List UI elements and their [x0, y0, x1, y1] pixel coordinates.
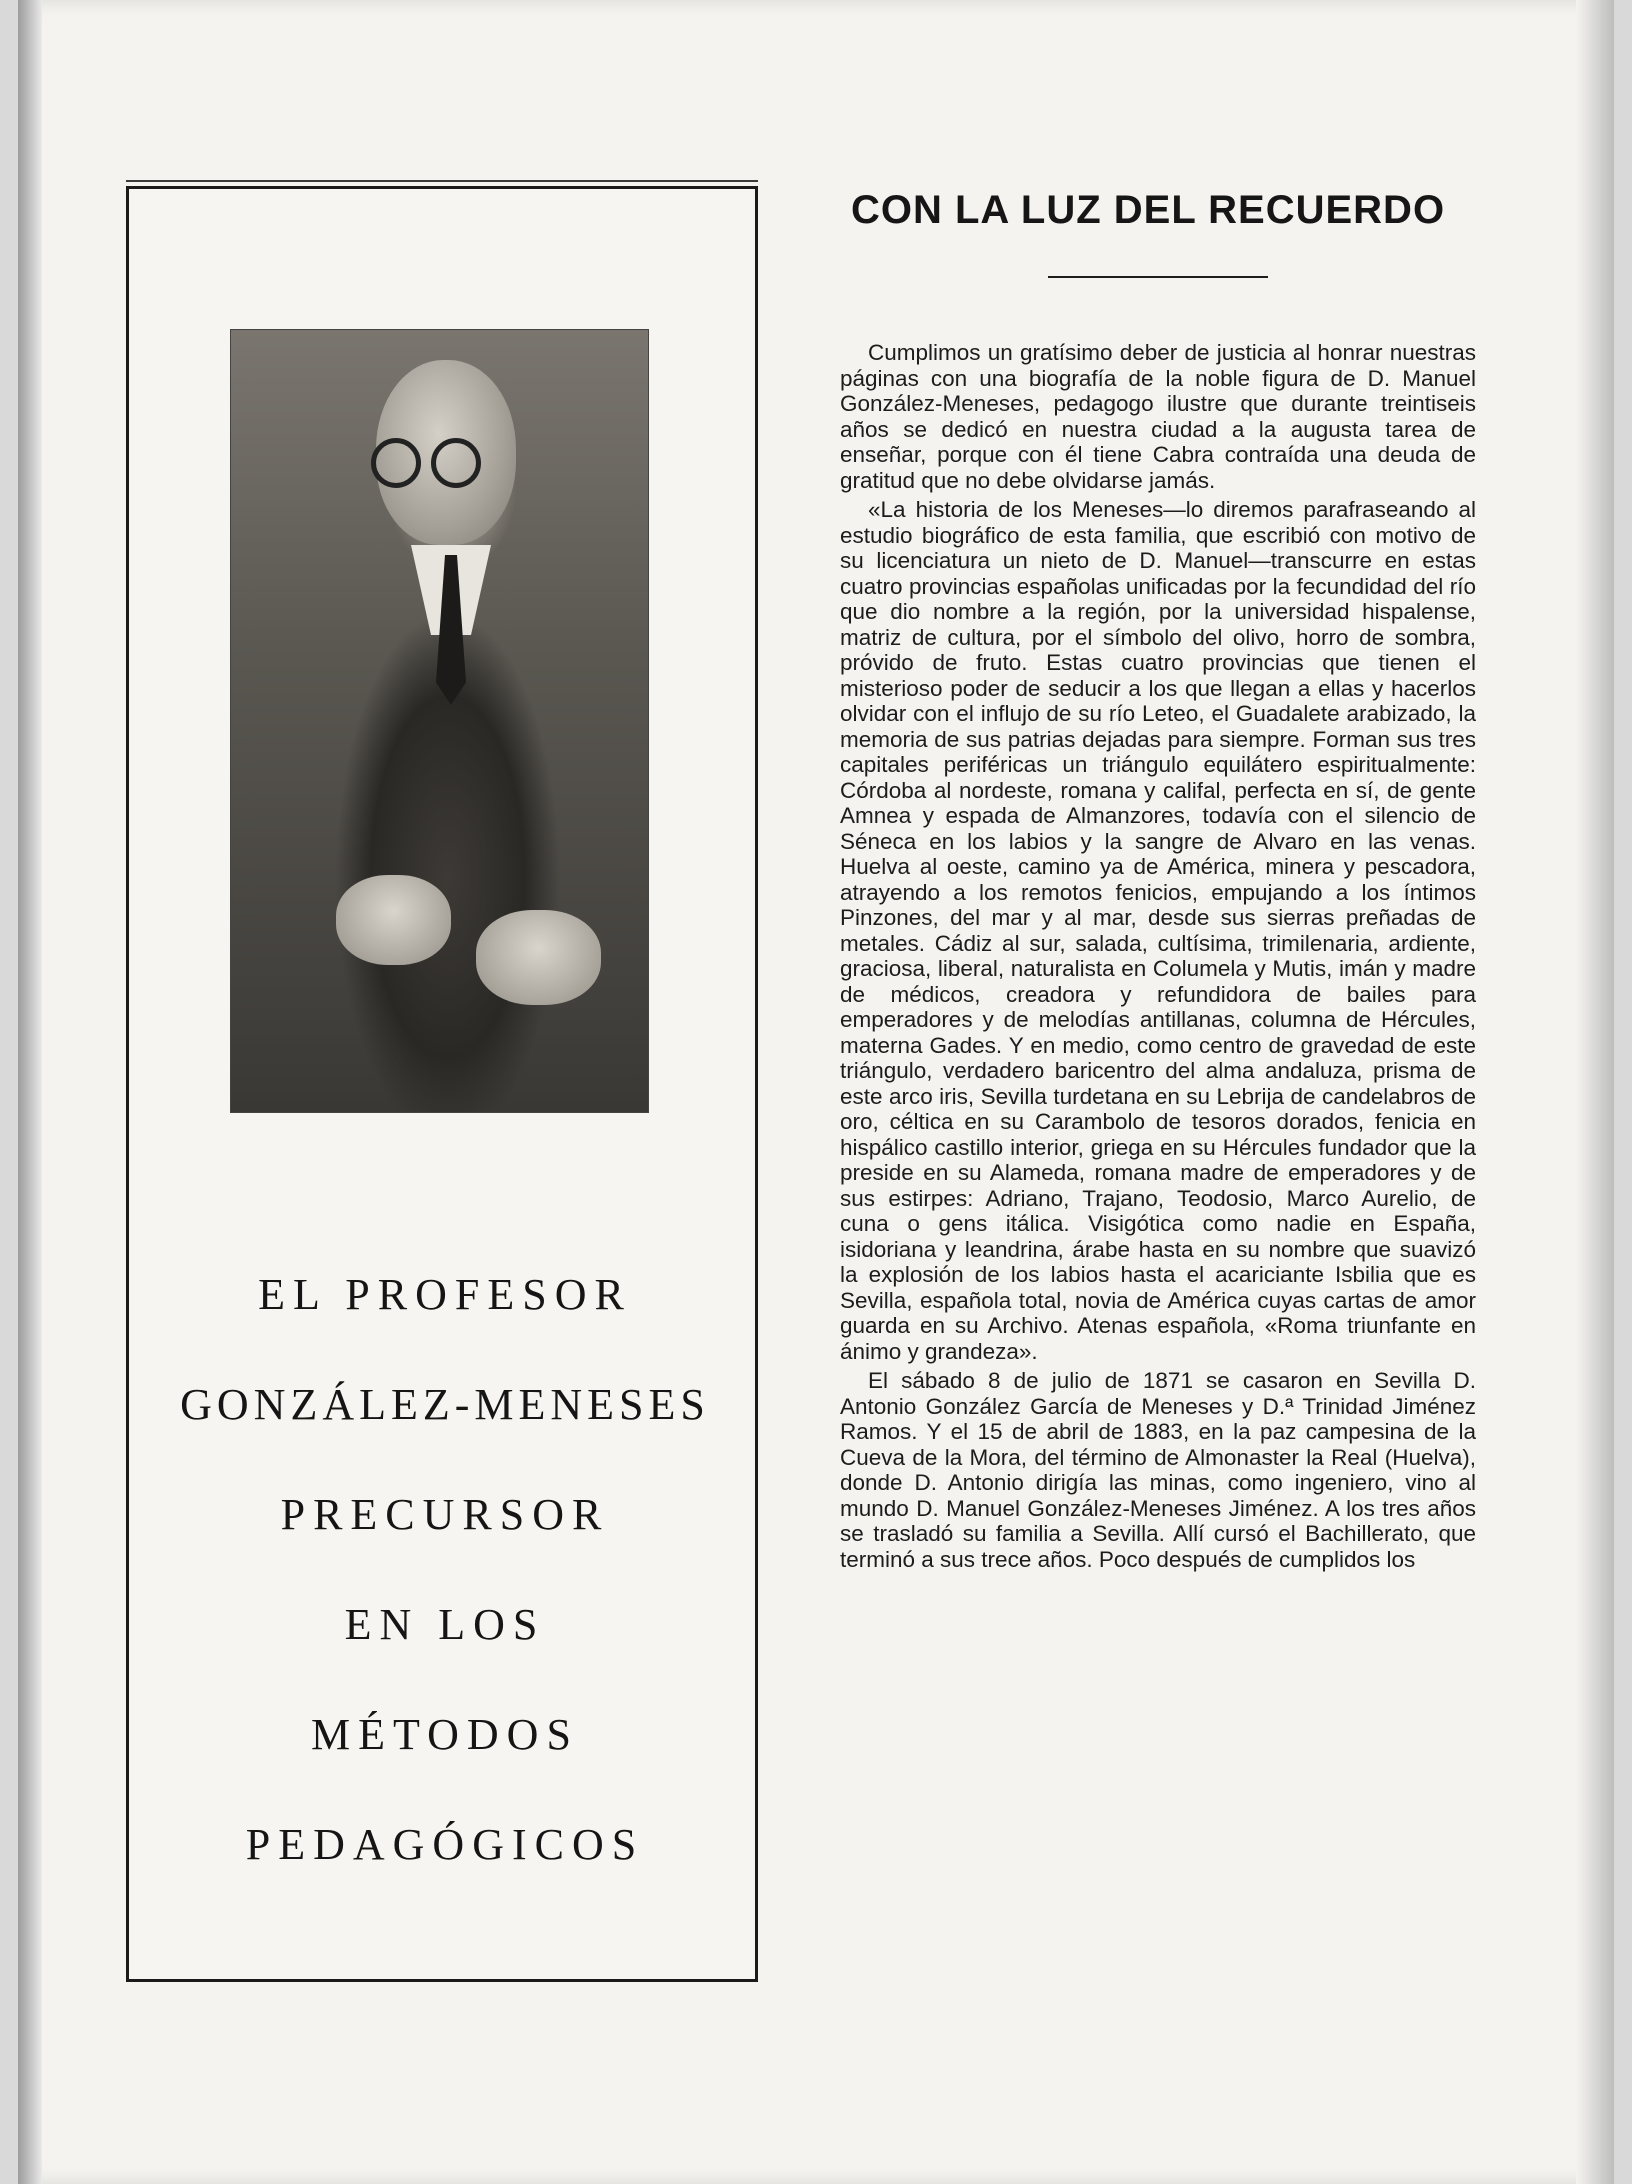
portrait-photo	[230, 329, 649, 1113]
panel-title-line-6: PEDAGÓGICOS	[245, 1820, 645, 1869]
title-underline	[1048, 276, 1268, 278]
glasses-left-lens	[371, 438, 421, 488]
panel-title-line-1: EL PROFESOR	[258, 1270, 632, 1319]
portrait-hand-right	[476, 910, 601, 1005]
panel-title-line-4: EN LOS	[344, 1600, 546, 1649]
panel-title-line-2: GONZÁLEZ-MENESES	[180, 1380, 710, 1429]
portrait-panel	[126, 186, 758, 1982]
article-paragraph-2: «La historia de los Meneses—lo diremos parafraseando al estudio biográfico de esta familia, que escribió con motivo de su licenciatura un nieto de D. Manuel—transcurre en estas cuatro provincias españolas unificadas por la fecundidad del río que dio nombre a la región, por la universidad hispalense, matriz de cultura, por el símbolo del olivo, horro de sombra, próvido de fruto. Estas cuatro provincias que tienen el misterioso poder de seducir a los que llegan a ellas y hacerlos olvidar con el influjo de su río Leteo, el Guadalete arabizado, la memoria de sus patrias dejadas para siempre. Forman sus tres capitales periféricas un triángulo equilátero espiritualmente: Córdoba al nordeste, romana y califal, perfecta en sí, de gente Amnea y espada de Almanzores, todavía con el silencio de Séneca en los labios y la sangre de Alvaro en las venas. Huelva al oeste, camino ya de América, minera y pescadora, atrayendo a los remotos fenicios, empujando a los íntimos Pinzones, del mar y al mar, desde sus sierras preñadas de metales. Cádiz al sur, salada, cultísima, trimilenaria, ardiente, graciosa, liberal, naturalista en Columela y Mutis, imán y madre de médicos, creadora y refundidora de bailes para emperadores y de melodías antillanas, columna de Hércules, materna Gades. Y en medio, como centro de gravedad de este triángulo, verdadero baricentro del alma andaluza, prisma de este arco iris, Sevilla turdetana en su Lebrija de candelabros de oro, céltica en su Carambolo de tesoros dorados, fenicia en hispálico castillo interior, griega en su Hércules fundador que la preside en su Alameda, romana madre de emperadores y de sus estirpes: Adriano, Trajano, Teodosio, Marco Aurelio, de cuna o gens itálica. Visigótica como nadie en España, isidoriana y leandrina, árabe hasta en su nombre que suavizó la explosión de los labios hasta el acariciante Isbilia que es Sevilla, española total, novia de América cuyas cartas de amor guarda en su Archivo. Atenas española, «Roma triunfante en ánimo y grandeza».	[840, 497, 1476, 1364]
panel-title-line-3: PRECURSOR	[280, 1490, 610, 1539]
article-body	[840, 340, 1476, 1576]
document-page	[18, 0, 1614, 2184]
frame-top-rule	[126, 180, 758, 182]
article-paragraph-1: Cumplimos un gratísimo deber de justicia al honrar nuestras páginas con una biografía de la noble figura de D. Manuel González-Meneses, pedagogo ilustre que durante treintiseis años se dedicó en nuestra ciudad a la augusta tarea de enseñar, porque con él tiene Cabra contraída una deuda de gratitud que no debe olvidarse jamás.	[840, 340, 1476, 493]
article-title: CON LA LUZ DEL RECUERDO	[850, 188, 1446, 232]
page-edge-shadow	[1576, 0, 1614, 2184]
panel-title-line-5: MÉTODOS	[311, 1710, 579, 1759]
glasses-right-lens	[431, 438, 481, 488]
article-paragraph-3: El sábado 8 de julio de 1871 se casaron en Sevilla D. Antonio González García de Meneses y D.ª Trinidad Jiménez Ramos. Y el 15 de abril de 1883, en la paz campesina de la Cueva de la Mora, del término de Almonaster la Real (Huelva), donde D. Antonio dirigía las minas, como ingeniero, vino al mundo D. Manuel González-Meneses Jiménez. A los tres años se trasladó su familia a Sevilla. Allí cursó el Bachillerato, que terminó a sus trece años. Poco después de cumplidos los	[840, 1368, 1476, 1572]
portrait-hand-left	[336, 875, 451, 965]
binding-shadow	[18, 0, 42, 2184]
